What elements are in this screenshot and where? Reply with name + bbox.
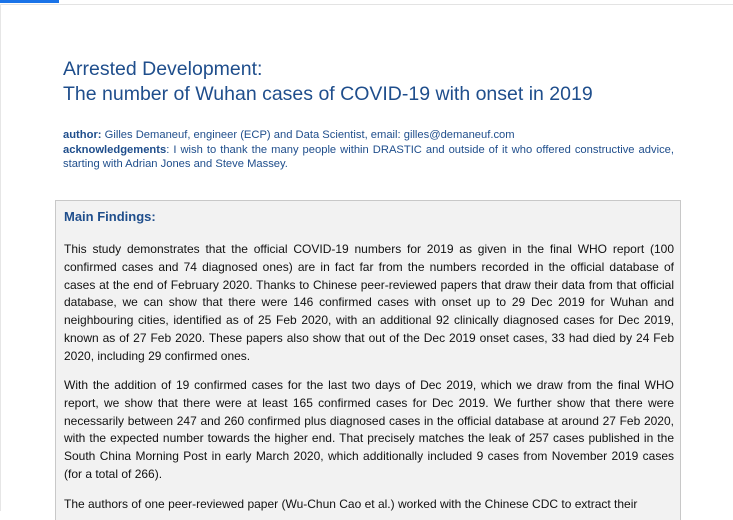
findings-paragraph-1: This study demonstrates that the official COVID-19 numbers for 2019 as given in the final WHO report (100 confirmed cases and 74 diagnosed ones) are in fact far from the numbers recorded in the official database of cases at the end of February 2020. Thanks to Chinese peer-reviewed papers that draw their data from that official database, we can show that there were 146 confirmed cases with onset up to 29 Dec 2019 for Wuhan and neighbouring cities, identified as of 25 Feb 2020, with an additional 92 clinically diagnosed cases for Dec 2019, known as of 27 Feb 2020. These papers also show that out of the Dec 2019 onset cases, 33 had died by 24 Feb 2020, including 29 confirmed ones. bbox=[64, 242, 674, 363]
findings-paragraph-3: The authors of one peer-reviewed paper (Wu-Chun Cao et al.) worked with the Chinese CDC to extract their bbox=[64, 497, 638, 511]
main-findings-heading: Main Findings: bbox=[64, 209, 156, 224]
author-label: author: bbox=[63, 129, 102, 141]
page-left-edge bbox=[0, 4, 1, 511]
document-title bbox=[63, 57, 683, 107]
top-toolbar-strip bbox=[0, 0, 733, 5]
findings-paragraph-2: With the addition of 19 confirmed cases for the last two days of Dec 2019, which we draw from the final WHO report, we show that there were at least 165 confirmed cases for Dec 2019. We further show that there were necessarily between 247 and 260 confirmed plus diagnosed cases in the official database at around 27 Feb 2020, with the expected number towards the higher end. That precisely matches the leak of 257 cases published in the South China Morning Post in early March 2020, which additionally included 9 cases from November 2019 cases (for a total of 266). bbox=[64, 378, 674, 481]
author-text: Gilles Demaneuf, engineer (ECP) and Data Scientist, email: gilles@demaneuf.com bbox=[104, 129, 515, 141]
author-block bbox=[63, 128, 674, 172]
active-tab-indicator bbox=[0, 0, 59, 3]
acknowledgements-line bbox=[63, 143, 674, 172]
author-line bbox=[63, 128, 674, 143]
title-line-1: Arrested Development: bbox=[63, 58, 263, 80]
main-findings-box bbox=[55, 200, 681, 520]
acknowledgements-label: acknowledgements bbox=[63, 143, 167, 156]
title-line-2: The number of Wuhan cases of COVID-19 with onset in 2019 bbox=[63, 83, 593, 105]
acknowledgements-text: : I wish to thank the many people within DRASTIC and outside of it who offered constructive advice, starting with Adrian Jones and Steve Massey. bbox=[63, 143, 674, 170]
